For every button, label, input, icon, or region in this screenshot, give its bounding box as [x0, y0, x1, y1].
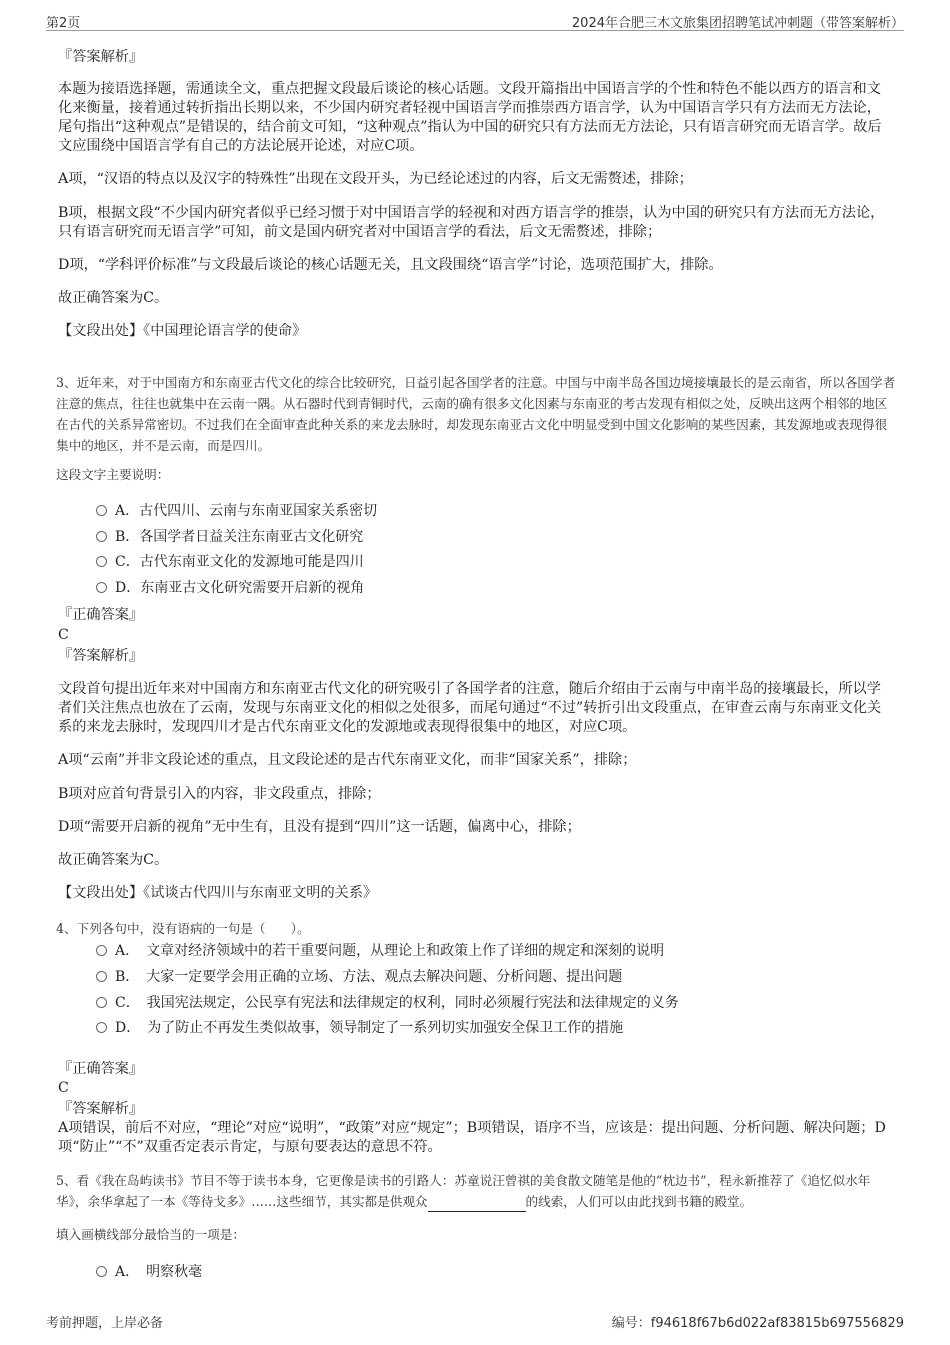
- q3-source: 【文段出处】《试谈古代四川与东南亚文明的关系》: [58, 885, 378, 901]
- q2-conclusion: 故正确答案为C。: [58, 290, 169, 306]
- q4-analysis: A项错误，前后不对应，“理论”对应“说明”，“政策”对应“规定”；B项错误，语序不当，应该是：提出问题、分析问题、解决问题；D项“防止”“不”双重否定表示肯定，与原句要表达的意思不符。: [58, 1120, 886, 1155]
- radio-icon[interactable]: [96, 1022, 107, 1033]
- q4-option-d[interactable]: D． 为了防止不再发生类似故事，领导制定了一系列切实加强安全保卫工作的措施: [96, 1018, 623, 1038]
- radio-icon[interactable]: [96, 1266, 107, 1277]
- q2-analysis-label: 『答案解析』: [58, 49, 144, 65]
- q2-source: 【文段出处】《中国理论语言学的使命》: [58, 323, 307, 339]
- q4-option-c[interactable]: C． 我国宪法规定，公民享有宪法和法律规定的权利，同时必须履行宪法和法律规定的义务: [96, 993, 679, 1013]
- radio-icon[interactable]: [96, 556, 107, 567]
- radio-icon[interactable]: [96, 945, 107, 956]
- q4-answer: C: [58, 1080, 69, 1096]
- q3-option-a-note: A项“云南”并非文段论述的重点，且文段论述的是古代东南亚文化，而非“国家关系”，排除；: [58, 752, 637, 768]
- q3-analysis-label: 『答案解析』: [58, 648, 144, 664]
- radio-icon[interactable]: [96, 505, 107, 516]
- q3-option-d-note: D项“需要开启新的视角”无中生有，且没有提到“四川”这一话题，偏离中心，排除；: [58, 819, 581, 835]
- q5-prompt: 填入画横线部分最恰当的一项是：: [56, 1227, 245, 1242]
- q3-option-a[interactable]: A．古代四川、云南与东南亚国家关系密切: [96, 501, 377, 521]
- q4-option-b[interactable]: B． 大家一定要学会用正确的立场、方法、观点去解决问题、分析问题、提出问题: [96, 967, 622, 987]
- radio-icon[interactable]: [96, 582, 107, 593]
- q4-stem: 4、下列各句中，没有语病的一句是（ ）。: [56, 921, 310, 936]
- q5-stem: 5、看《我在岛屿读书》节目不等于读书本身，它更像是读书的引路人：苏童说汪曾祺的美食散文随笔是他的“枕边书”，程永新推荐了《追忆似水年华》，余华拿起了一本《等待戈多》……这些细节，其实都是供观众 的线索，人们可以由此找到书籍的殿堂。: [56, 1170, 896, 1212]
- q3-option-b[interactable]: B．各国学者日益关注东南亚古文化研究: [96, 527, 363, 547]
- q3-prompt: 这段文字主要说明：: [56, 467, 170, 482]
- q4-answer-label: 『正确答案』: [58, 1061, 144, 1077]
- q3-stem: 3、近年来，对于中国南方和东南亚古代文化的综合比较研究，日益引起各国学者的注意。中国与中南半岛各国边境接壤最长的是云南省，所以各国学者注意的焦点，往往也就集中在云南一隅。从石器时代到青铜时代，云南的确有很多文化因素与东南亚的考古发现有相似之处，反映出这两个相邻的地区在古代的关系异常密切。不过我们在全面审查此种关系的来龙去脉时，却发现东南亚古文化中明显受到中国文化影响的某些因素，其发源地或表现得很集中的地区，并不是云南，而是四川。: [56, 375, 896, 453]
- q2-option-a-note: A项，“汉语的特点以及汉字的特殊性”出现在文段开头，为已经论述过的内容，后文无需赘述，排除；: [58, 171, 693, 187]
- q3-answer: C: [58, 627, 69, 643]
- q2-option-b-note: B项，根据文段“不少国内研究者似乎已经习惯于对中国语言学的轻视和对西方语言学的推崇，认为中国的研究只有方法而无方法论，只有语言研究而无语言学”可知，前文是国内研究者对中国语言学的看法，后文无需赘述，排除；: [58, 205, 885, 240]
- q2-option-d-note: D项，“学科评价标准”与文段最后谈论的核心话题无关，且文段围绕“语言学”讨论，选项范围扩大，排除。: [58, 257, 723, 273]
- q3-answer-label: 『正确答案』: [58, 607, 144, 623]
- footer-serial: 编号：f94618f67b6d022af83815b697556829: [611, 1316, 904, 1331]
- radio-icon[interactable]: [96, 531, 107, 542]
- page-number: 第2页: [46, 16, 81, 31]
- q3-analysis: 文段首句提出近年来对中国南方和东南亚古代文化的研究吸引了各国学者的注意，随后介绍由于云南与中南半岛的接壤最长，所以学者们关注焦点也放在了云南，发现与东南亚文化的相似之处很多，而尾句通过“不过”转折引出文段重点，在审查云南与东南亚文化关系的来龙去脉时，发现四川才是古代东南亚文化的发源地或表现得很集中的地区，对应C项。: [58, 681, 882, 735]
- q4-analysis-label: 『答案解析』: [58, 1101, 144, 1117]
- q3-option-b-note: B项对应首句背景引入的内容，非文段重点，排除；: [58, 786, 381, 802]
- document-title: 2024年合肥三木文旅集团招聘笔试冲刺题（带答案解析）: [571, 16, 904, 31]
- footer-slogan: 考前押题，上岸必备: [46, 1316, 164, 1331]
- q3-option-d[interactable]: D．东南亚古文化研究需要开启新的视角: [96, 578, 364, 598]
- q4-option-a[interactable]: A． 文章对经济领域中的若干重要问题，从理论上和政策上作了详细的规定和深刻的说明: [96, 941, 664, 961]
- q3-conclusion: 故正确答案为C。: [58, 852, 169, 868]
- radio-icon[interactable]: [96, 971, 107, 982]
- q5-option-a[interactable]: A． 明察秋毫: [96, 1262, 202, 1282]
- page-header: [46, 12, 904, 31]
- q3-option-c[interactable]: C．古代东南亚文化的发源地可能是四川: [96, 552, 364, 572]
- radio-icon[interactable]: [96, 997, 107, 1008]
- fill-blank: [428, 1198, 526, 1212]
- q2-analysis: 本题为接语选择题，需通读全文，重点把握文段最后谈论的核心话题。文段开篇指出中国语言学的个性和特色不能以西方的语言和文化来衡量，接着通过转折指出长期以来，不少国内研究者轻视中国语言学而推崇西方语言学，认为中国语言学只有方法而无方法论，尾句指出“这种观点”是错误的，结合前文可知，“这种观点”指认为中国的研究只有方法而无方法论，只有语言研究而无语言学。故后文应围绕中国语言学有自己的方法论展开论述，对应C项。: [58, 81, 882, 154]
